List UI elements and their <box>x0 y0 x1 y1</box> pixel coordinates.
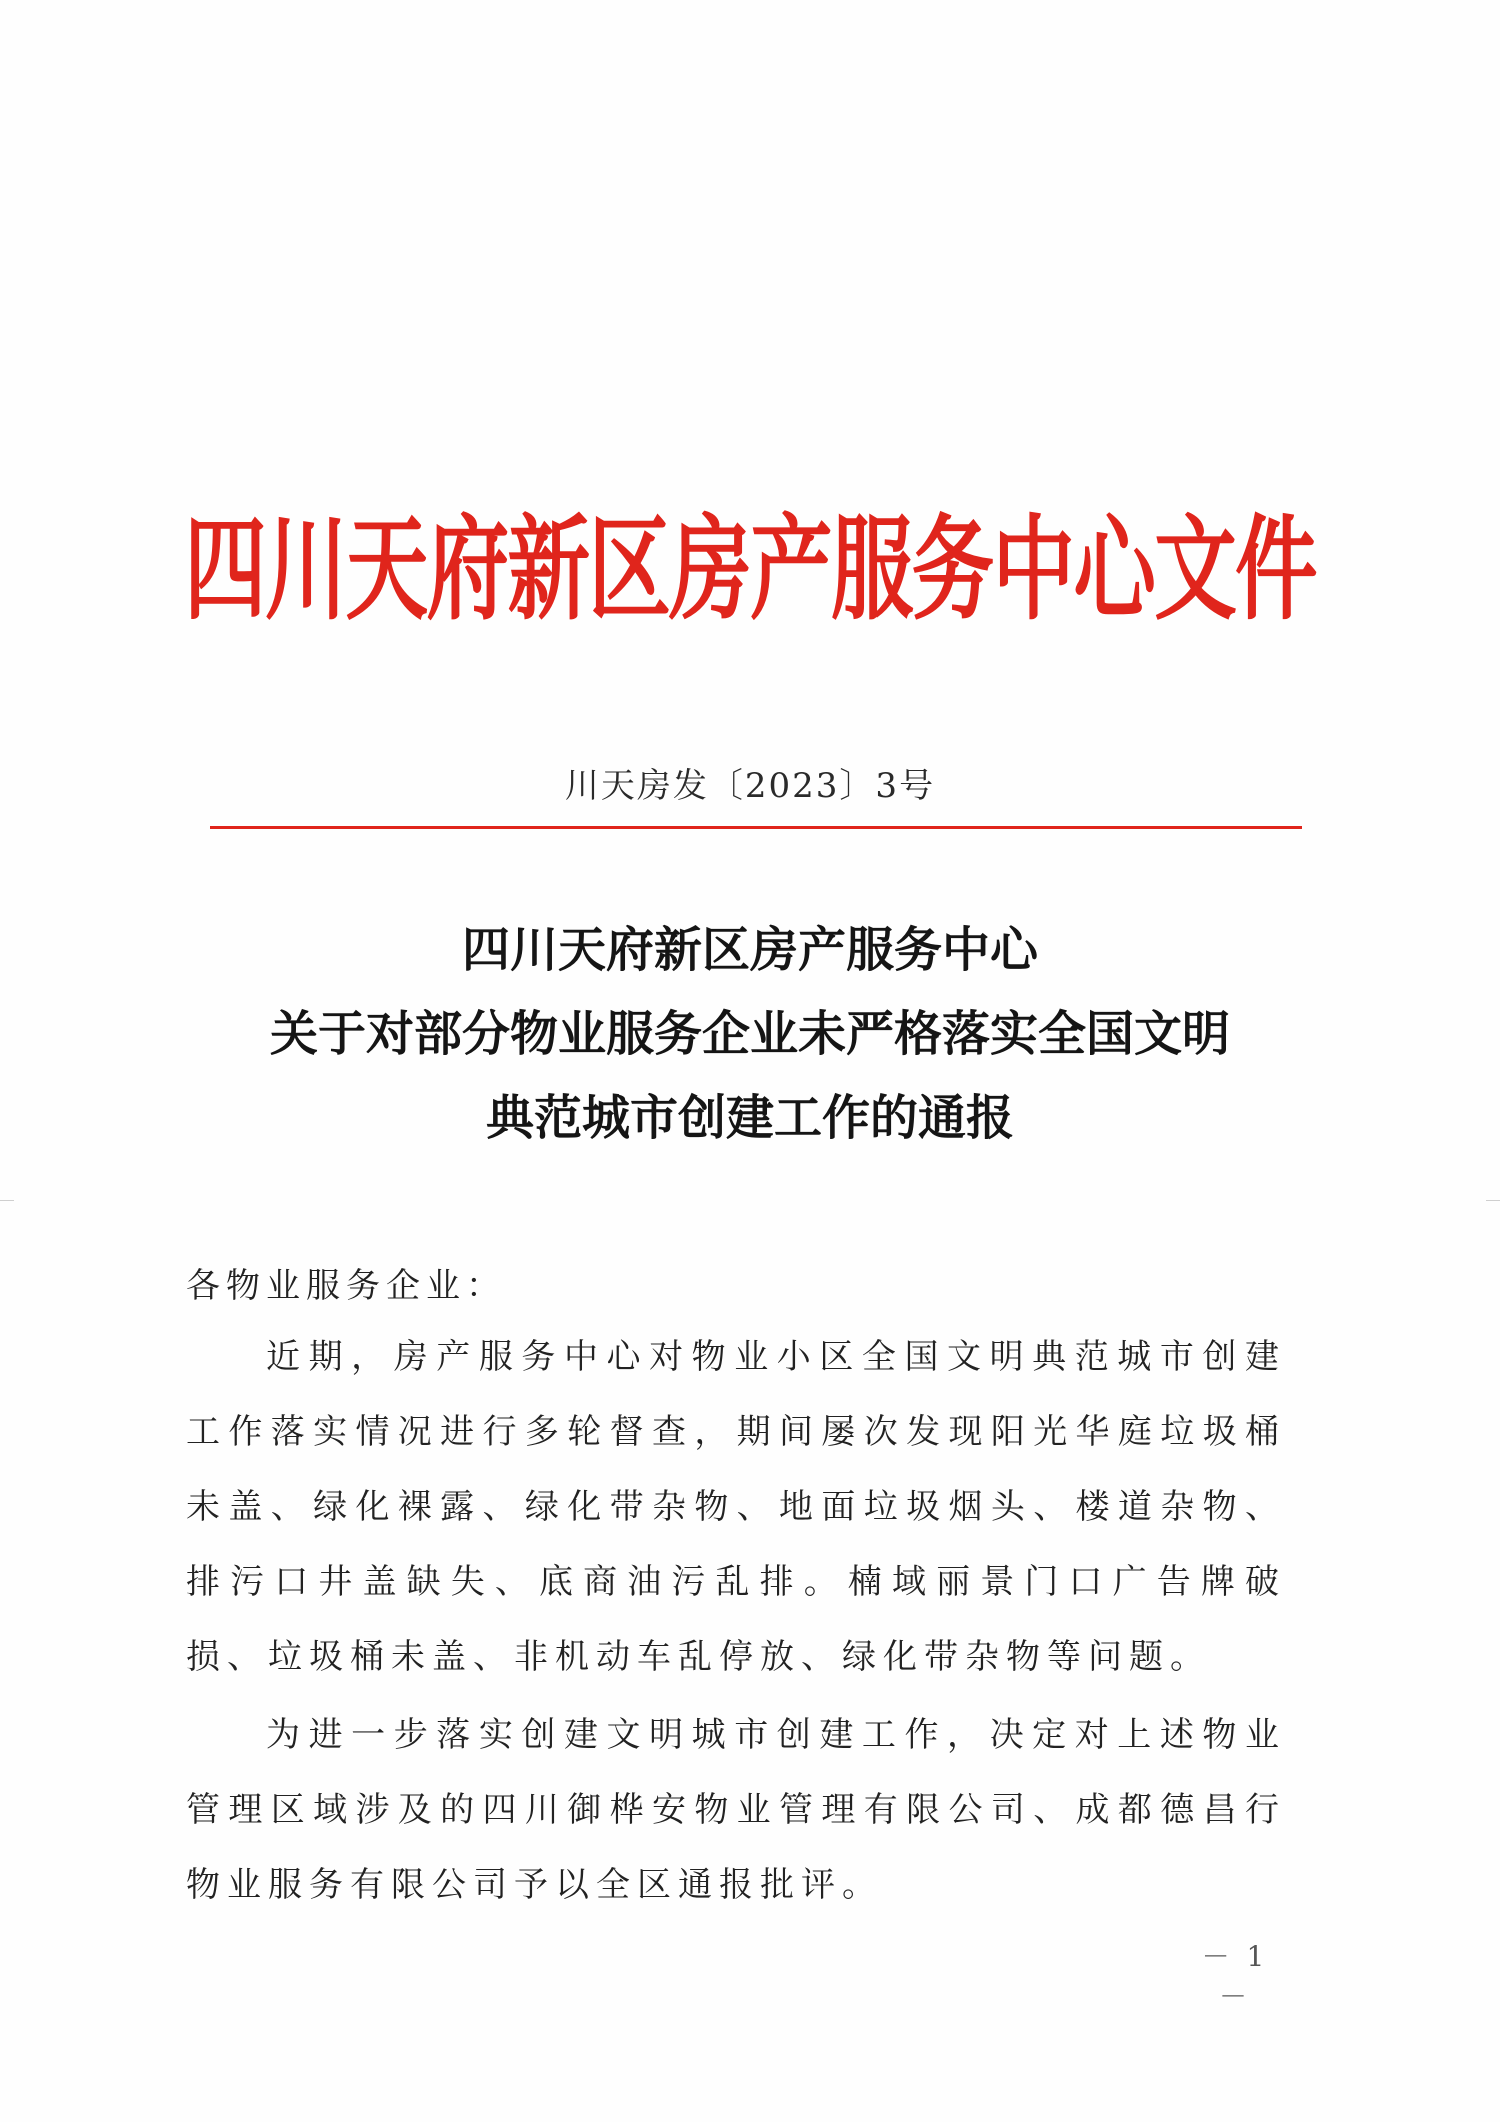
scan-edge-mark-right <box>1486 1200 1500 1201</box>
body-paragraph-2 <box>186 1698 1286 1923</box>
title-line-3: 典范城市创建工作的通报 <box>485 1090 1014 1146</box>
paragraph-1-text: 近期，房产服务中心对物业小区全国文明典范城市创建工作落实情况进行多轮督查，期间屡次发现阳光华庭垃圾桶未盖、绿化裸露、绿化带杂物、地面垃圾烟头、楼道杂物、排污口井盖缺失、底商油污乱排。楠域丽景门口广告牌破损、垃圾桶未盖、非机动车乱停放、绿化带杂物等问题。 <box>186 1337 1286 1677</box>
salutation: 各物业服务企业： <box>186 1266 506 1306</box>
notice-title <box>0 908 1500 1160</box>
title-line-2: 关于对部分物业服务企业未严格落实全国文明 <box>269 1006 1230 1062</box>
document-number: 川天房发〔2023〕3号 <box>564 766 936 806</box>
paragraph-2-text: 为进一步落实创建文明城市创建工作，决定对上述物业管理区域涉及的四川御桦安物业管理有限公司、成都德昌行物业服务有限公司予以全区通报批评。 <box>186 1715 1286 1905</box>
red-divider-line <box>210 826 1302 829</box>
page-number: － 1 － <box>1201 1940 1269 2013</box>
letterhead-title: 四川天府新区房产服务中心文件 <box>184 503 1316 636</box>
body-paragraph-1 <box>186 1320 1286 1695</box>
title-line-1: 四川天府新区房产服务中心 <box>461 922 1038 978</box>
scan-edge-mark-left <box>0 1200 14 1201</box>
